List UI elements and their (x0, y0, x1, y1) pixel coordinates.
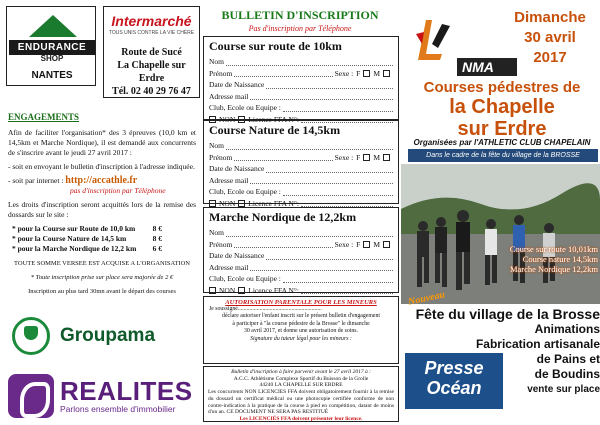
sexe-f-checkbox[interactable] (363, 70, 370, 77)
price-value: 8 € (152, 234, 162, 243)
prenom-label: Prénom (209, 152, 233, 162)
note-text4: Les concurrents NON LICENCIES FFA doivent obligatoirement fournir à la remise du dossard un certificat médical ou une photocopie certifiée conforme de non contre-indication à la pratique de la course à pied en compétition, datant de moins d'un an. CE DOCUMENT NE SERA PAS RESTITUÉ (208, 389, 394, 416)
lizard-icon (8, 374, 54, 418)
intermarche-address (104, 46, 199, 98)
intermarche-card (103, 6, 200, 98)
event-title (404, 79, 600, 140)
nom-field[interactable] (226, 229, 393, 237)
sexe-f-label: F (356, 239, 361, 249)
engagements-p4: Les droits d'inscription seront acquittés lors de la remise des dossards sur le site : (8, 200, 196, 219)
prenom-row[interactable] (209, 68, 393, 80)
parental-text3: à participer à "la course pédestre de la Brosse" le dimanche (232, 320, 370, 327)
naissance-label: Date de Naissance (209, 80, 265, 90)
club-label: Club, Ecole ou Equipe : (209, 187, 281, 197)
club-label: Club, Ecole ou Equipe : (209, 103, 281, 113)
fete-line4: de Pains et (536, 352, 600, 366)
nma-logo: NMA (457, 58, 517, 76)
parental-text2: déclare autoriser l'enfant inscrit sur le présent bulletin d'engagement (222, 313, 380, 320)
naissance-label: Date de Naissance (209, 164, 265, 174)
addr-line2: La Chapelle sur Erdre (117, 60, 186, 84)
price-label: * pour la Course Nature de 14,5 km (12, 234, 127, 243)
presse-ocean-logo (405, 353, 503, 409)
date-date: 30 avril (524, 29, 576, 46)
engagements-section (8, 112, 196, 301)
endurance-shop-logo (6, 6, 96, 86)
note-text1: Bulletin d'inscription à faire parvenir avant le 27 avril 2017 à : (231, 369, 371, 375)
club-field[interactable] (283, 275, 393, 283)
price-row (12, 234, 162, 244)
fete-line6: vente sur place (527, 384, 600, 395)
engagements-p2: - soit en envoyant le bulletin d'inscription à l'adresse indiquée. (8, 162, 195, 171)
distance-line: Marche Nordique 12,2km (509, 264, 598, 274)
addr-phone: Tél. 02 40 29 76 47 (112, 86, 191, 97)
sexe-m-label: M (373, 68, 380, 78)
adresse-row[interactable] (209, 175, 393, 187)
sexe-label: Sexe : (334, 152, 354, 162)
licence-label: Licence FFA N°: (248, 114, 300, 124)
prenom-field[interactable] (234, 153, 332, 161)
price-list (12, 224, 162, 254)
fete-title: Fête du village de la Brosse (415, 306, 600, 322)
intermarche-logo (104, 13, 199, 36)
licence-checkbox[interactable] (238, 200, 245, 207)
context-ribbon: Dans le cadre de la fête du village de la BROSSE (408, 149, 598, 162)
non-checkbox[interactable] (209, 287, 216, 294)
prenom-row[interactable] (209, 152, 393, 164)
event-date (505, 8, 595, 68)
naissance-field[interactable] (266, 81, 393, 89)
licence-row[interactable] (209, 285, 393, 297)
nouveau-badge: Nouveau (407, 289, 446, 308)
parental-authorization (203, 296, 399, 364)
club-row[interactable] (209, 273, 393, 285)
price-value: 8 € (152, 224, 162, 233)
licence-label: Licence FFA N°: (248, 198, 300, 208)
engagements-note3: Inscription au plus tard 30mn avant le départ des courses (28, 288, 176, 295)
prenom-field[interactable] (234, 240, 332, 248)
sexe-f-checkbox[interactable] (363, 241, 370, 248)
sexe-f-label: F (356, 152, 361, 162)
endurance-line2: SHOP (40, 54, 64, 63)
realites-word: REALITES (60, 376, 193, 406)
engagements-note1: TOUTE SOMME VERSEE EST ACQUISE A L'ORGANISATION (14, 260, 190, 267)
naissance-label: Date de Naissance (209, 251, 265, 261)
non-label: NON (219, 285, 236, 295)
nom-field[interactable] (226, 142, 393, 150)
nom-label: Nom (209, 228, 224, 238)
club-row[interactable] (209, 102, 393, 114)
adresse-label: Adresse mail (209, 175, 249, 185)
club-field[interactable] (283, 188, 393, 196)
sexe-m-label: M (373, 152, 380, 162)
adresse-field[interactable] (250, 92, 393, 100)
prenom-row[interactable] (209, 239, 393, 251)
addr-line1: Route de Sucé (121, 47, 182, 58)
licence-field[interactable] (301, 286, 393, 294)
runners-photo (401, 164, 600, 304)
groupama-logo (12, 316, 197, 356)
price-label: * pour la Marche Nordique de 12,2 km (12, 244, 137, 253)
club-row[interactable] (209, 186, 393, 198)
price-value: 6 € (152, 244, 162, 253)
licence-checkbox[interactable] (238, 287, 245, 294)
parental-text5: Signature du tuteur légal pour les mineurs : (250, 335, 352, 342)
price-row (12, 244, 162, 254)
non-label: NON (219, 114, 236, 124)
engagements-title: ENGAGEMENTS (8, 112, 80, 122)
title-line2: la Chapelle (449, 96, 555, 118)
engagements-note2: * Toute inscription prise sur place sera majorée de 2 € (30, 274, 174, 281)
realites-tagline: Parlons ensemble d'immobilier (60, 404, 176, 414)
distances-overlay (478, 244, 598, 274)
sexe-m-checkbox[interactable] (383, 70, 390, 77)
intermarche-brand: Intermarché (111, 13, 192, 29)
groupama-mark-icon (12, 317, 50, 355)
sexe-label: Sexe : (334, 239, 354, 249)
engagements-internet (8, 176, 196, 196)
bulletin-title: BULLETIN D'INSCRIPTION (221, 8, 379, 22)
form-title: Marche Nordique de 12,2km (209, 210, 357, 224)
non-label: NON (219, 198, 236, 208)
fete-line5: de Boudins (534, 367, 600, 381)
price-row (12, 224, 162, 234)
sexe-f-label: F (356, 68, 361, 78)
naissance-field[interactable] (266, 165, 393, 173)
form-14km (203, 120, 399, 208)
adresse-label: Adresse mail (209, 91, 249, 101)
form-marche-nordique (203, 207, 399, 293)
note-text5: Les LICENCIÉS FFA doivent présenter leur licence. (239, 415, 363, 422)
non-checkbox[interactable] (209, 200, 216, 207)
sexe-m-label: M (373, 239, 380, 249)
nom-row[interactable] (209, 140, 393, 152)
licence-label: Licence FFA N°: (248, 285, 300, 295)
club-label: Club, Ecole ou Equipe : (209, 274, 281, 284)
title-line3: sur Erdre (457, 118, 547, 140)
nom-field[interactable] (226, 58, 393, 66)
adresse-field[interactable] (250, 176, 393, 184)
nom-label: Nom (209, 57, 224, 67)
endurance-line1: ENDURANCE (9, 40, 95, 55)
naissance-row[interactable] (209, 79, 393, 91)
parental-text1: Je soussigné.......................................................... (209, 306, 322, 312)
naissance-row[interactable] (209, 250, 393, 262)
adresse-row[interactable] (209, 91, 393, 103)
prenom-label: Prénom (209, 68, 233, 78)
title-line1: Courses pédestres de (423, 79, 581, 96)
submission-note (203, 366, 399, 422)
ocean-word: Océan (426, 378, 482, 398)
fete-line2: Animations (534, 322, 600, 336)
parental-text4: 30 avril 2017, et donne une autorisation de soins. (244, 328, 358, 335)
sexe-m-checkbox[interactable] (383, 154, 390, 161)
nom-label: Nom (209, 141, 224, 151)
mountain-icon (29, 15, 77, 37)
groupama-word: Groupama (60, 325, 156, 346)
internet-label: - soit par internet : (8, 176, 64, 185)
distance-line: Course sur route 10,01km (509, 244, 598, 254)
adresse-label: Adresse mail (209, 262, 249, 272)
sexe-f-checkbox[interactable] (363, 154, 370, 161)
parental-title: AUTORISATION PARENTALE POUR LES MINEURS (225, 299, 377, 306)
distance-line: Course nature 14,5km (522, 254, 598, 264)
nom-row[interactable] (209, 227, 393, 239)
club-logo-icon (412, 14, 452, 64)
note-text3: 44240 LA CHAPELLE SUR ERDRE (259, 382, 343, 389)
intermarche-tagline: TOUS UNIS CONTRE LA VIE CHÈRE (108, 30, 195, 36)
adresse-field[interactable] (250, 263, 393, 271)
prenom-label: Prénom (209, 239, 233, 249)
sexe-m-checkbox[interactable] (383, 241, 390, 248)
form-10km (203, 36, 399, 124)
form-title: Course sur route de 10km (209, 39, 342, 53)
no-phone-note: pas d'inscription par Téléphone (70, 186, 166, 195)
adresse-row[interactable] (209, 262, 393, 274)
endurance-line3: NANTES (31, 70, 73, 81)
organizer-line: Organisées par l'ATHLETIC CLUB CHAPELAIN (413, 138, 591, 147)
naissance-field[interactable] (266, 252, 393, 260)
nom-row[interactable] (209, 56, 393, 68)
engagements-p1: Afin de faciliter l'organisation* des 3 épreuves (10,0 km et 14,5km et Marche Nordique), il est demandé aux concurrents de s'inscrire avant le jeudi 27 avril 2017 : (8, 128, 196, 157)
naissance-row[interactable] (209, 163, 393, 175)
presse-word: Presse (424, 358, 484, 378)
sexe-label: Sexe : (334, 68, 354, 78)
bulletin-subtitle: Pas d'inscription par Téléphone (248, 24, 352, 33)
fete-line3: Fabrication artisanale (475, 337, 600, 351)
realites-logo (8, 372, 198, 420)
price-label: * pour la Course sur Route de 10,0 km (12, 224, 136, 233)
club-field[interactable] (283, 104, 393, 112)
accathle-link[interactable]: http://accathle.fr (65, 175, 138, 186)
note-text2: A.C.C. Athlétisme Complexe Sportif du Buisson de la Grolle (233, 375, 369, 382)
prenom-field[interactable] (234, 69, 332, 77)
form-title: Course Nature de 14,5km (209, 123, 341, 137)
date-year: 2017 (533, 49, 567, 66)
date-day: Dimanche (514, 9, 586, 26)
